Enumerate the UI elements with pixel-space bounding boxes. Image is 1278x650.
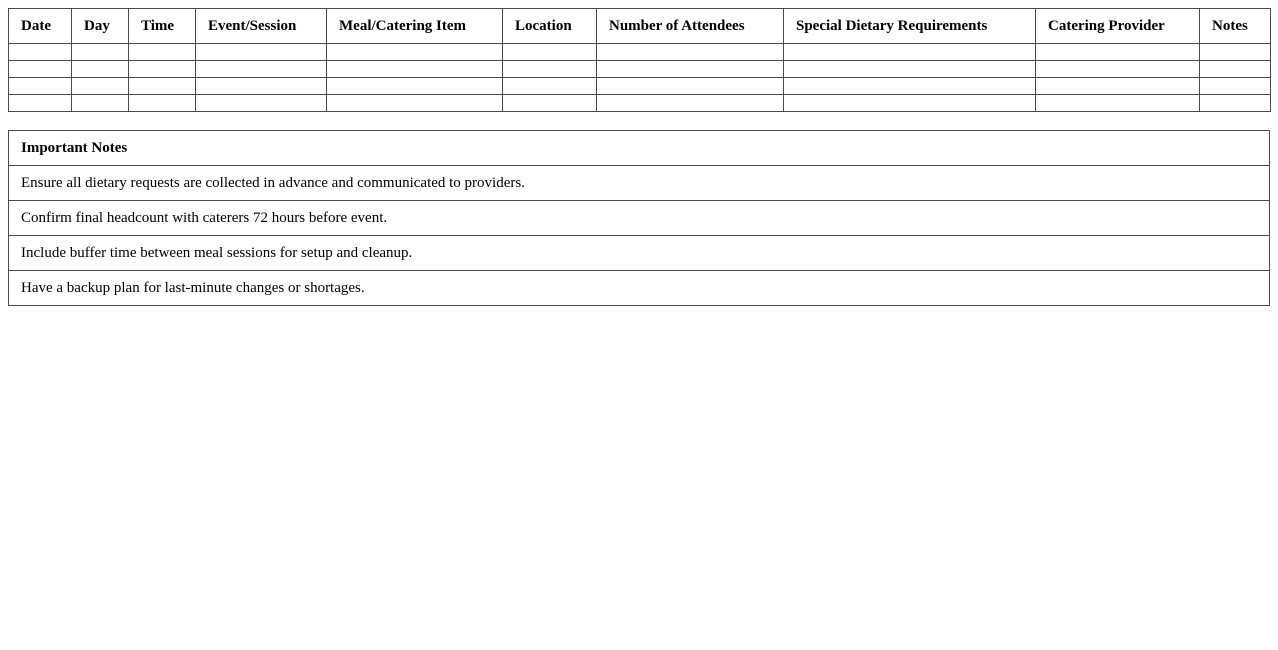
catering-schedule-table: [8, 8, 1271, 112]
table-row: [9, 61, 1271, 78]
table-cell[interactable]: [72, 44, 129, 61]
table-cell[interactable]: [72, 95, 129, 112]
column-header-date: Date: [9, 9, 72, 44]
column-header-notes: Notes: [1200, 9, 1271, 44]
table-row: [9, 78, 1271, 95]
table-cell[interactable]: [129, 95, 196, 112]
table-cell[interactable]: [1036, 78, 1200, 95]
table-cell[interactable]: [784, 95, 1036, 112]
table-cell[interactable]: [1036, 95, 1200, 112]
note-item: Have a backup plan for last-minute changes or shortages.: [9, 271, 1270, 306]
table-cell[interactable]: [327, 44, 503, 61]
table-cell[interactable]: [503, 95, 597, 112]
table-cell[interactable]: [1036, 44, 1200, 61]
column-header-event-session: Event/Session: [196, 9, 327, 44]
table-cell[interactable]: [1200, 61, 1271, 78]
table-cell[interactable]: [129, 78, 196, 95]
table-cell[interactable]: [1200, 78, 1271, 95]
table-cell[interactable]: [597, 44, 784, 61]
table-cell[interactable]: [597, 78, 784, 95]
table-row: [9, 44, 1271, 61]
note-item: Include buffer time between meal sessions for setup and cleanup.: [9, 236, 1270, 271]
table-cell[interactable]: [196, 78, 327, 95]
table-cell[interactable]: [129, 61, 196, 78]
table-cell[interactable]: [9, 95, 72, 112]
table-cell[interactable]: [72, 78, 129, 95]
table-cell[interactable]: [1036, 61, 1200, 78]
column-header-meal-catering-item: Meal/Catering Item: [327, 9, 503, 44]
table-cell[interactable]: [503, 44, 597, 61]
table-cell[interactable]: [9, 44, 72, 61]
table-cell[interactable]: [9, 78, 72, 95]
note-item: Confirm final headcount with caterers 72 hours before event.: [9, 201, 1270, 236]
column-header-catering-provider: Catering Provider: [1036, 9, 1200, 44]
table-row: [9, 95, 1271, 112]
table-cell[interactable]: [503, 78, 597, 95]
table-cell[interactable]: [196, 95, 327, 112]
table-cell[interactable]: [327, 78, 503, 95]
table-cell[interactable]: [1200, 44, 1271, 61]
column-header-day: Day: [72, 9, 129, 44]
column-header-time: Time: [129, 9, 196, 44]
table-cell[interactable]: [784, 44, 1036, 61]
table-cell[interactable]: [597, 61, 784, 78]
table-cell[interactable]: [784, 61, 1036, 78]
table-cell[interactable]: [784, 78, 1036, 95]
important-notes-table: [8, 130, 1270, 306]
table-cell[interactable]: [597, 95, 784, 112]
table-cell[interactable]: [9, 61, 72, 78]
column-header-special-dietary-requirements: Special Dietary Requirements: [784, 9, 1036, 44]
table-cell[interactable]: [1200, 95, 1271, 112]
column-header-location: Location: [503, 9, 597, 44]
table-cell[interactable]: [196, 44, 327, 61]
table-cell[interactable]: [72, 61, 129, 78]
table-cell[interactable]: [327, 95, 503, 112]
notes-heading: Important Notes: [9, 131, 1270, 166]
column-header-number-of-attendees: Number of Attendees: [597, 9, 784, 44]
table-cell[interactable]: [503, 61, 597, 78]
table-cell[interactable]: [129, 44, 196, 61]
note-item: Ensure all dietary requests are collected in advance and communicated to providers.: [9, 166, 1270, 201]
table-cell[interactable]: [196, 61, 327, 78]
table-header-row: [9, 9, 1271, 44]
table-cell[interactable]: [327, 61, 503, 78]
